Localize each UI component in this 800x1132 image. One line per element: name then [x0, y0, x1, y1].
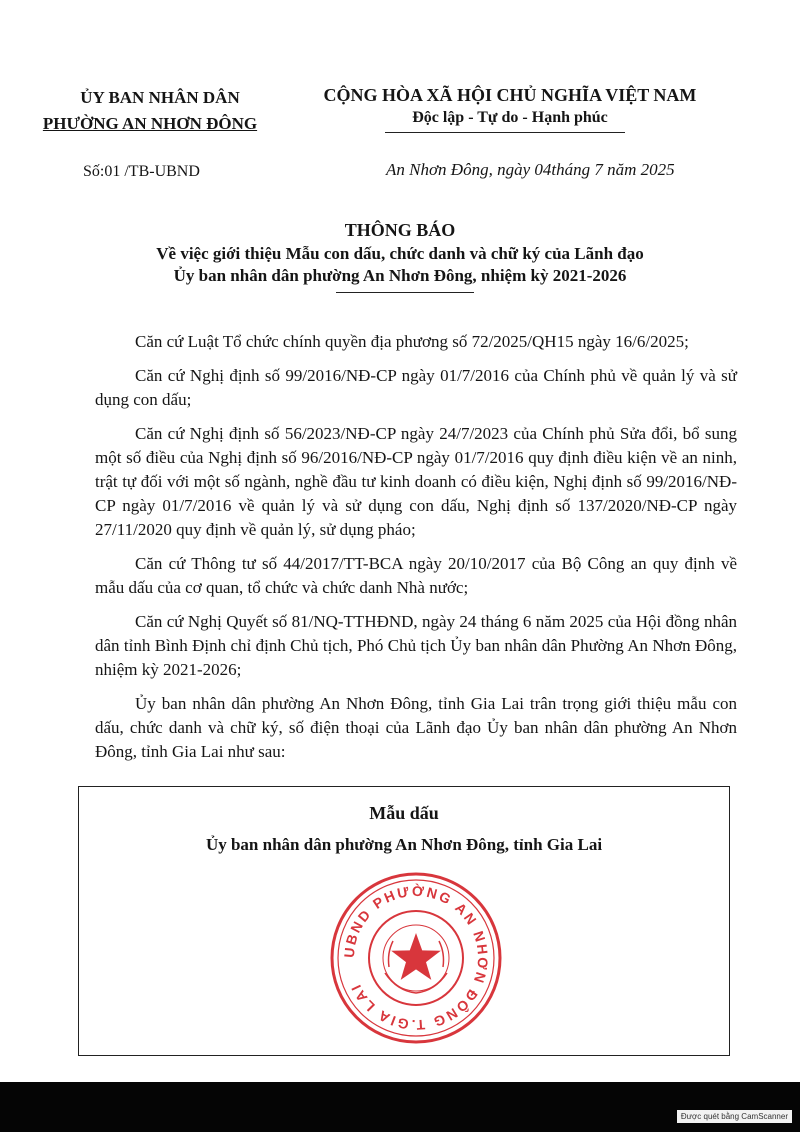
official-seal-stamp [327, 869, 505, 1047]
scan-bottom-bar [0, 1082, 800, 1132]
document-number: Số:01 /TB-UBND [83, 163, 200, 180]
issuing-org-line1: ỦY BAN NHÂN DÂN [80, 88, 240, 107]
national-motto: Độc lập - Tự do - Hạnh phúc [412, 109, 608, 126]
seal-sample-title: Mẫu dấu [369, 803, 439, 823]
document-body [95, 330, 737, 774]
seal-ring-text: UBND PHƯỜNG AN NHƠN ĐÔNG T.GIA LAI [340, 882, 492, 1034]
body-paragraph: Ủy ban nhân dân phường An Nhơn Đông, tỉnh Gia Lai trân trọng giới thiệu mẫu con dấu, chức danh và chữ ký, số điện thoại của Lãnh đạo Ủy ban nhân dân phường An Nhơn Đông, tỉnh Gia Lai như sau: [95, 694, 737, 761]
national-title: CỘNG HÒA XÃ HỘI CHỦ NGHĨA VIỆT NAM [323, 85, 697, 105]
seal-sample-subtitle: Ủy ban nhân dân phường An Nhơn Đông, tỉnh Gia Lai [205, 835, 603, 854]
body-paragraph: Căn cứ Nghị định số 56/2023/NĐ-CP ngày 24/7/2023 của Chính phủ Sửa đổi, bổ sung một số điều của Nghị định số 96/2016/NĐ-CP ngày 01/7/2016 quy định điều kiện về an ninh, trật tự đối với một số ngành, nghề đầu tư kinh doanh có điều kiện, Nghị định số 99/2016/NĐ-CP ngày 01/7/2016 về quản lý và sử dụng con dấu, Nghị định số 137/2020/NĐ-CP ngày 27/11/2020 quy định về quản lý, sử dụng pháo; [95, 424, 737, 539]
seal-sample-box [78, 786, 730, 1056]
body-paragraph: Căn cứ Luật Tổ chức chính quyền địa phương số 72/2025/QH15 ngày 16/6/2025; [135, 332, 689, 351]
body-paragraph: Căn cứ Thông tư số 44/2017/TT-BCA ngày 20/10/2017 của Bộ Công an quy định về mẫu dấu của cơ quan, tổ chức và chức danh Nhà nước; [95, 554, 737, 597]
title-divider [336, 292, 474, 293]
body-paragraph: Căn cứ Nghị định số 99/2016/NĐ-CP ngày 01/7/2016 của Chính phủ về quản lý và sử dụng con dấu; [95, 366, 737, 409]
body-paragraph: Căn cứ Nghị Quyết số 81/NQ-TTHĐND, ngày 24 tháng 6 năm 2025 của Hội đồng nhân dân tỉnh Bình Định chỉ định Chủ tịch, Phó Chủ tịch Ủy ban nhân dân Phường An Nhơn Đông, nhiệm kỳ 2021-2026; [95, 612, 737, 679]
scanner-watermark: Được quét bằng CamScanner [677, 1110, 792, 1123]
document-subject-line2: Ủy ban nhân dân phường An Nhơn Đông, nhiệm kỳ 2021-2026 [173, 266, 627, 285]
motto-underline [385, 132, 625, 133]
document-date: An Nhơn Đông, ngày 04tháng 7 năm 2025 [386, 160, 675, 179]
seal-star-icon [391, 933, 441, 980]
document-title: THÔNG BÁO [344, 220, 456, 240]
issuing-org-line2: PHƯỜNG AN NHƠN ĐÔNG [42, 114, 258, 133]
document-subject-line1: Về việc giới thiệu Mẫu con dấu, chức danh và chữ ký của Lãnh đạo [156, 244, 644, 263]
